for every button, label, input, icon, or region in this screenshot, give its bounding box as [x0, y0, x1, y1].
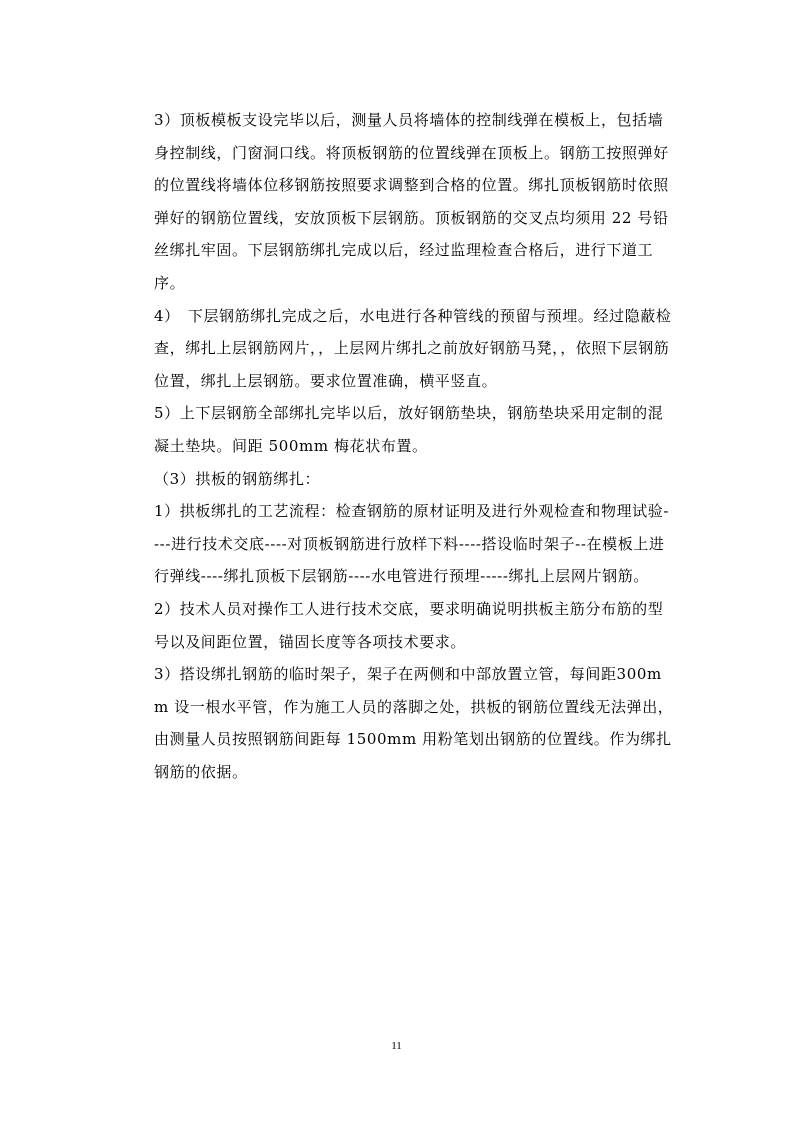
paragraph-arch-process-flow: 1）拱板绑扎的工艺流程：检查钢筋的原材证明及进行外观检查和物理试验----进行技术交底----对顶板钢筋进行放样下料----搭设临时架子--在模板上进行弹线----绑扎顶板下层钢筋----水电管进行预埋-----绑扎上层网片钢筋。 — [154, 502, 670, 586]
paragraph-spacer-blocks: 5）上下层钢筋全部绑扎完毕以后，放好钢筋垫块，钢筋垫块采用定制的混凝土垫块。间距 500mm 梅花状布置。 — [154, 404, 664, 455]
paragraph-top-slab-layout: 3）顶板模板支设完毕以后，测量人员将墙体的控制线弹在模板上，包括墙身控制线，门窗洞口线。将顶板钢筋的位置线弹在顶板上。钢筋工按照弹好的位置线将墙体位移钢筋按照要求调整到合格的位置。绑扎顶板钢筋时依照弹好的钢筋位置线，安放顶板下层钢筋。顶板钢筋的交叉点均须用 22 号铅丝绑扎牢固。下层钢筋绑扎完成以后，经过监理检查合格后，进行下道工序。 — [154, 111, 669, 292]
body-text — [154, 104, 674, 788]
page-number: 11 — [391, 1040, 402, 1052]
section-heading-arch-slab: （3）拱板的钢筋绑扎： — [154, 469, 321, 488]
paragraph-lower-rebar-complete: 4） 下层钢筋绑扎完成之后，水电进行各种管线的预留与预埋。经过隐蔽检查，绑扎上层钢筋网片，，上层网片绑扎之前放好钢筋马凳，，依照下层钢筋位置，绑扎上层钢筋。要求位置准确，横平竖直。 — [154, 306, 672, 390]
paragraph-temporary-scaffold: 3）搭设绑扎钢筋的临时架子，架子在两侧和中部放置立管，每间距300mm 设一根水平管，作为施工人员的落脚之处，拱板的钢筋位置线无法弹出，由测量人员按照钢筋间距每 1500mm 用粉笔划出钢筋的位置线。作为绑扎钢筋的依据。 — [154, 665, 674, 781]
paragraph-technical-briefing: 2）技术人员对操作工人进行技术交底，要求明确说明拱板主筋分布筋的型号以及间距位置，锚固长度等各项技术要求。 — [154, 599, 664, 651]
